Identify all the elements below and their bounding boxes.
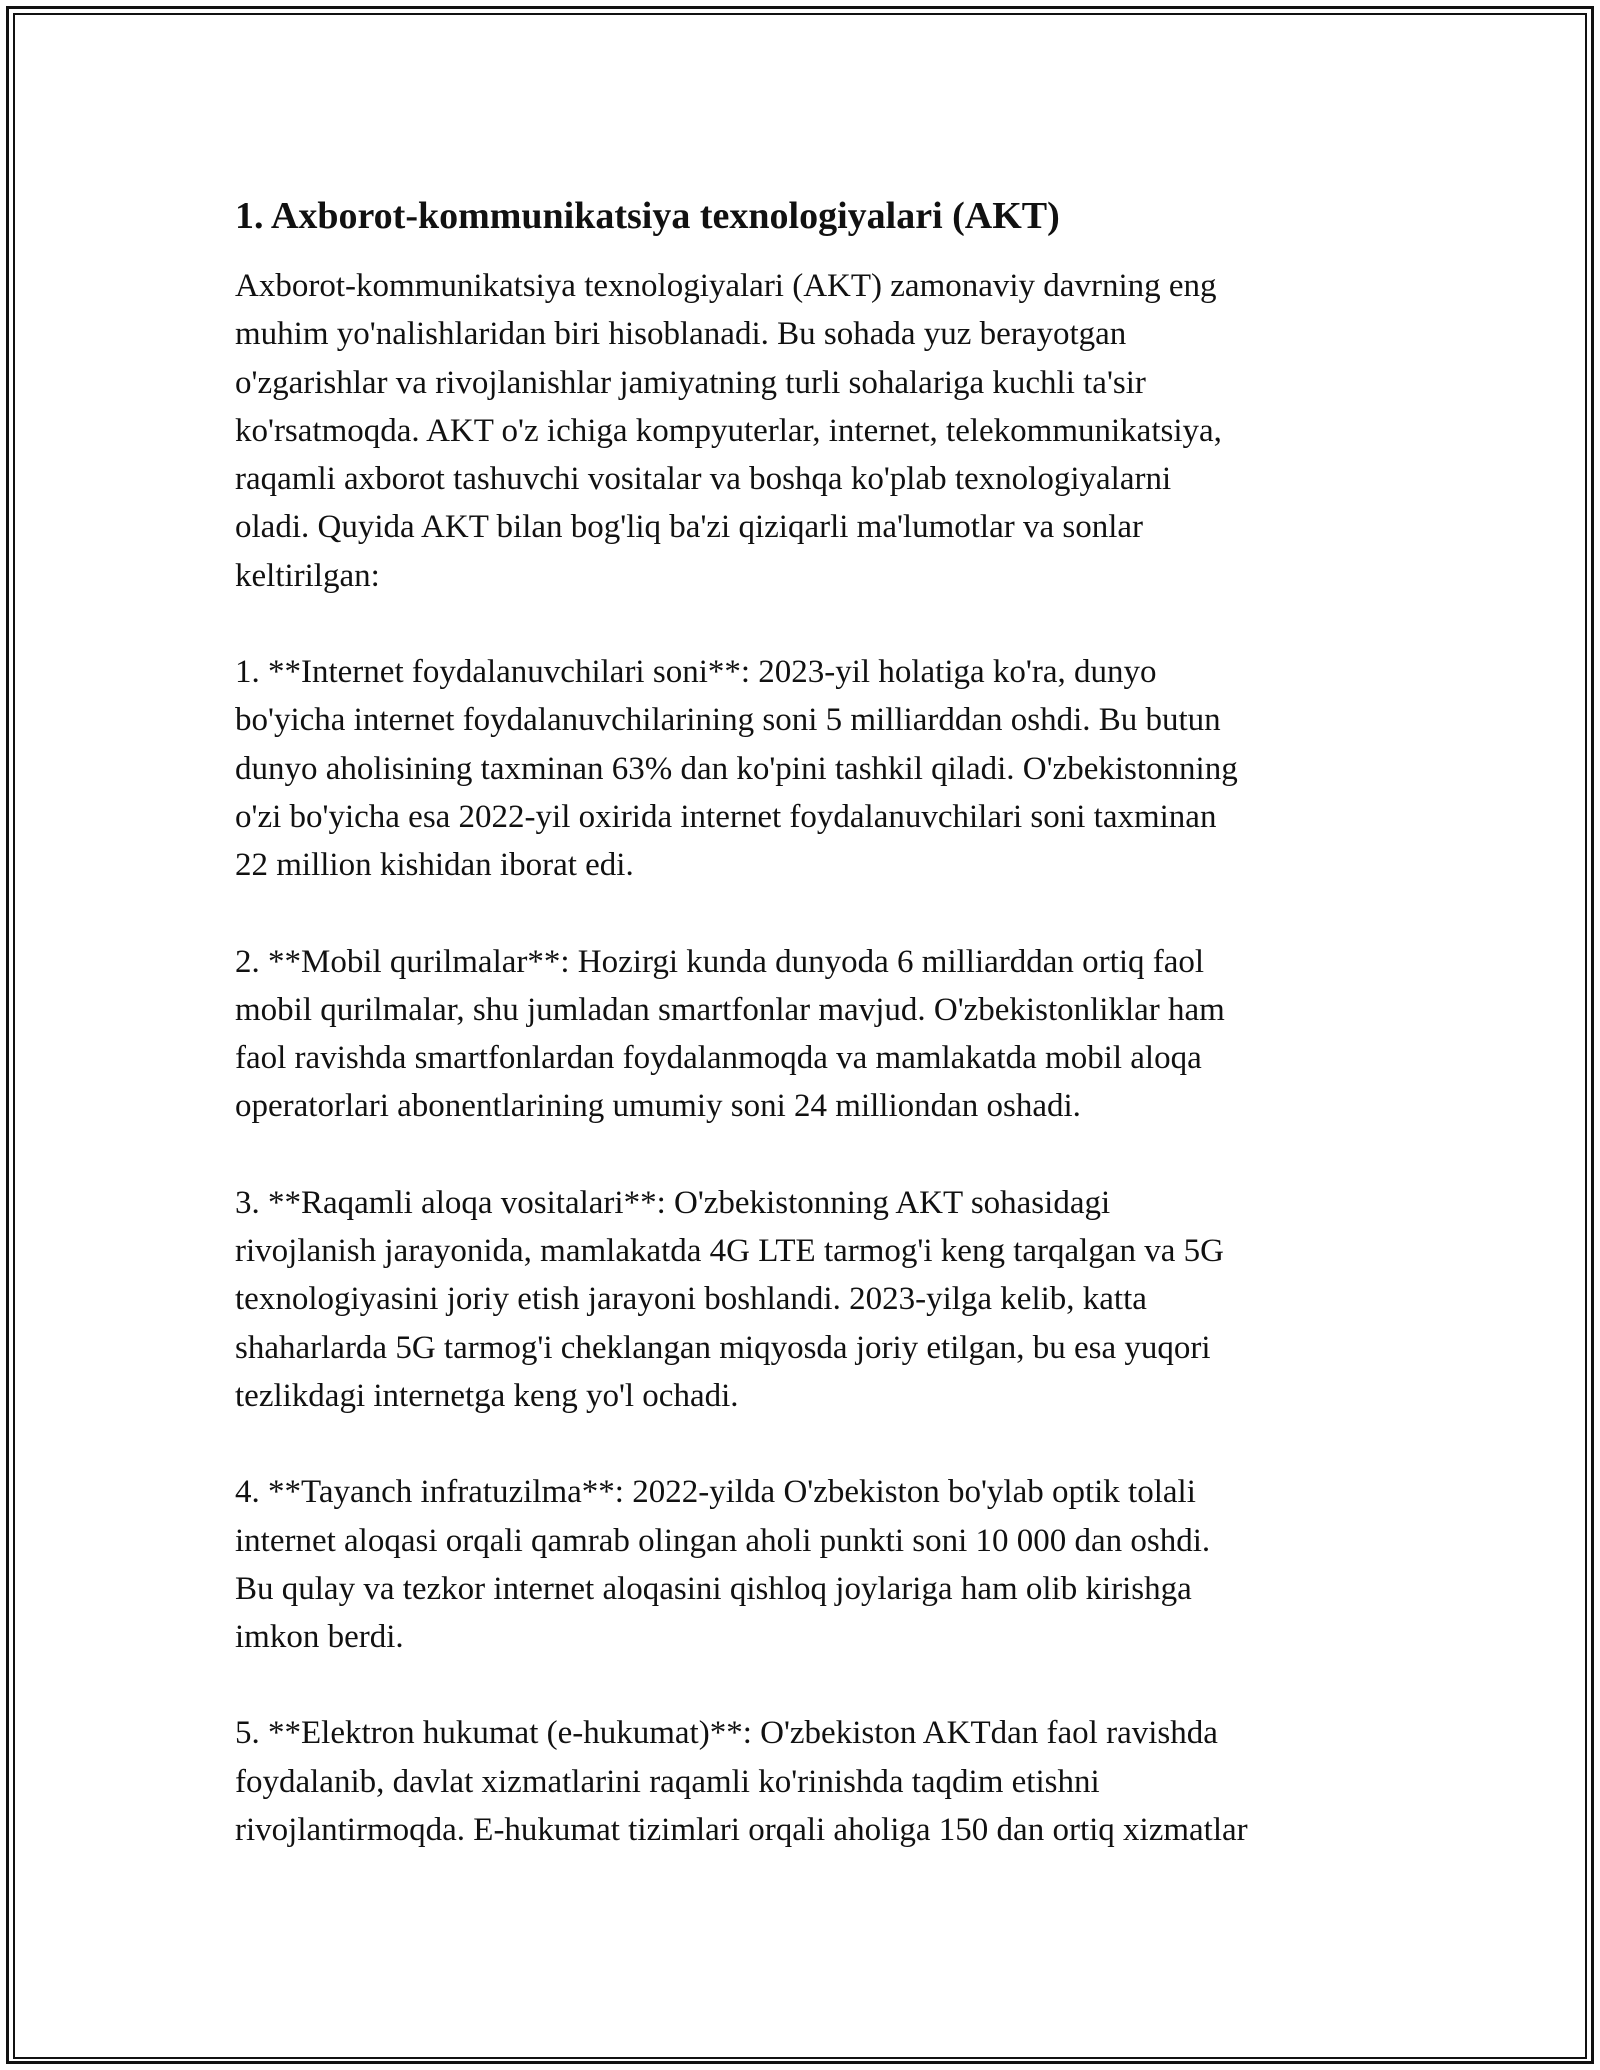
text-line: keltirilgan:: [235, 557, 380, 594]
text-line: 1. **Internet foydalanuvchilari soni**: 2023-yil holatiga ko'ra, dunyo: [235, 654, 1157, 691]
list-item-internet-users: [235, 648, 1375, 889]
text-line: o'zi bo'yicha esa 2022-yil oxirida internet foydalanuvchilari soni taxminan: [235, 798, 1217, 835]
text-line: operatorlari abonentlarining umumiy soni 24 milliondan oshadi.: [235, 1088, 1081, 1125]
section-heading: 1. Axborot-kommunikatsiya texnologiyalari (AKT): [235, 195, 1060, 237]
text-line: tezlikdagi internetga keng yo'l ochadi.: [235, 1377, 739, 1414]
list-item-mobile-devices: [235, 938, 1375, 1131]
text-line: o'zgarishlar va rivojlanishlar jamiyatning turli sohalariga kuchli ta'sir: [235, 364, 1146, 401]
list-item-digital-communication: [235, 1179, 1375, 1420]
text-line: Axborot-kommunikatsiya texnologiyalari (AKT) zamonaviy davrning eng: [235, 268, 1217, 304]
text-line: muhim yo'nalishlaridan biri hisoblanadi. Bu sohada yuz berayotgan: [235, 316, 1127, 353]
document-body: [235, 188, 1375, 1902]
text-line: Bu qulay va tezkor internet aloqasini qishloq joylariga ham olib kirishga: [235, 1570, 1192, 1607]
text-line: texnologiyasini joriy etish jarayoni boshlandi. 2023-yilga kelib, katta: [235, 1281, 1147, 1318]
text-line: rivojlantirmoqda. E-hukumat tizimlari orqali aholiga 150 dan ortiq xizmatlar: [235, 1812, 1248, 1849]
text-line: raqamli axborot tashuvchi vositalar va boshqa ko'plab texnologiyalarni: [235, 461, 1172, 498]
text-line: mobil qurilmalar, shu jumladan smartfonlar mavjud. O'zbekistonliklar ham: [235, 991, 1225, 1028]
list-item-infrastructure: [235, 1468, 1375, 1661]
text-line: bo'yicha internet foydalanuvchilarining soni 5 milliarddan oshdi. Bu butun: [235, 702, 1221, 739]
text-line: 4. **Tayanch infratuzilma**: 2022-yilda O'zbekiston bo'ylab optik tolali: [235, 1474, 1196, 1511]
intro-paragraph: [235, 262, 1375, 600]
list-item-e-government: [235, 1709, 1375, 1854]
text-line: foydalanib, davlat xizmatlarini raqamli ko'rinishda taqdim etishni: [235, 1763, 1100, 1800]
text-line: oladi. Quyida AKT bilan bog'liq ba'zi qiziqarli ma'lumotlar va sonlar: [235, 509, 1144, 546]
text-line: ko'rsatmoqda. AKT o'z ichiga kompyuterlar, internet, telekommunikatsiya,: [235, 412, 1222, 449]
text-line: 22 million kishidan iborat edi.: [235, 847, 634, 884]
text-line: 5. **Elektron hukumat (e-hukumat)**: O'zbekiston AKTdan faol ravishda: [235, 1715, 1218, 1752]
text-line: rivojlanish jarayonida, mamlakatda 4G LTE tarmog'i keng tarqalgan va 5G: [235, 1233, 1224, 1270]
text-line: faol ravishda smartfonlardan foydalanmoqda va mamlakatda mobil aloqa: [235, 1040, 1202, 1077]
text-line: internet aloqasi orqali qamrab olingan aholi punkti soni 10 000 dan oshdi.: [235, 1522, 1211, 1559]
text-line: 2. **Mobil qurilmalar**: Hozirgi kunda dunyoda 6 milliarddan ortiq faol: [235, 943, 1205, 980]
text-line: dunyo aholisining taxminan 63% dan ko'pini tashkil qiladi. O'zbekistonning: [235, 750, 1238, 787]
text-line: imkon berdi.: [235, 1619, 404, 1656]
text-line: shaharlarda 5G tarmog'i cheklangan miqyosda joriy etilgan, bu esa yuqori: [235, 1329, 1211, 1366]
text-line: 3. **Raqamli aloqa vositalari**: O'zbekistonning AKT sohasidagi: [235, 1184, 1111, 1221]
